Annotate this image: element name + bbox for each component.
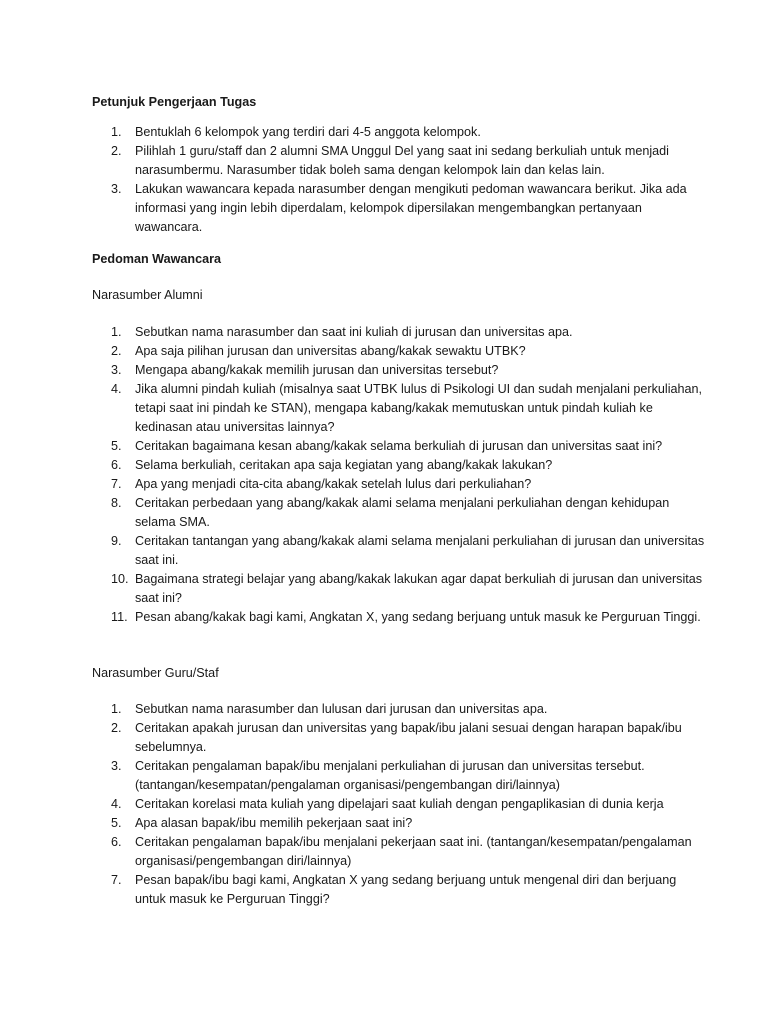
list-number: 11. xyxy=(111,610,128,624)
staff-questions-list xyxy=(92,700,708,909)
task-instructions-heading: Petunjuk Pengerjaan Tugas xyxy=(92,95,257,109)
list-number: 9. xyxy=(111,534,122,548)
list-number: 4. xyxy=(111,382,122,396)
list-number: 2. xyxy=(111,144,122,158)
list-number: 7. xyxy=(111,873,122,887)
list-item-text: Sebutkan nama narasumber dan saat ini kuliah di jurusan dan universitas apa. xyxy=(135,325,573,339)
list-item-text: Lakukan wawancara kepada narasumber dengan mengikuti pedoman wawancara berikut. Jika ada informasi yang ingin lebih diperdalam, kelompok dipersilakan mengembangkan pertanyaan wawancara. xyxy=(135,182,687,234)
list-number: 2. xyxy=(111,344,122,358)
list-number: 10. xyxy=(111,572,129,586)
list-item-text: Pilihlah 1 guru/staff dan 2 alumni SMA Unggul Del yang saat ini sedang berkuliah untuk menjadi narasumbermu. Narasumber tidak boleh sama dengan kelompok lain dan kelas lain. xyxy=(135,144,669,177)
list-item-text: Jika alumni pindah kuliah (misalnya saat UTBK lulus di Psikologi UI dan sudah menjalani perkuliahan, tetapi saat ini pindah ke STAN), mengapa kabang/kakak memutuskan untuk pindah kuliah ke kedinasan atau universitas lainnya? xyxy=(135,382,703,434)
list-number: 6. xyxy=(111,835,122,849)
list-number: 1. xyxy=(111,125,122,139)
list-item-text: Apa saja pilihan jurusan dan universitas abang/kakak sewaktu UTBK? xyxy=(135,344,526,358)
list-item-text: Ceritakan bagaimana kesan abang/kakak selama berkuliah di jurusan dan universitas saat ini? xyxy=(135,439,663,453)
list-item-text: Selama berkuliah, ceritakan apa saja kegiatan yang abang/kakak lakukan? xyxy=(135,458,553,472)
list-number: 7. xyxy=(111,477,122,491)
list-item xyxy=(92,180,708,237)
list-item xyxy=(92,323,708,342)
list-item xyxy=(92,123,708,142)
list-item xyxy=(92,700,708,719)
task-instructions-list xyxy=(92,123,708,237)
list-item xyxy=(92,494,708,532)
list-number: 5. xyxy=(111,816,122,830)
staff-section-heading: Narasumber Guru/Staf xyxy=(92,666,219,680)
list-number: 8. xyxy=(111,496,122,510)
list-number: 6. xyxy=(111,458,122,472)
list-item-text: Pesan abang/kakak bagi kami, Angkatan X, yang sedang berjuang untuk masuk ke Perguruan Tinggi. xyxy=(135,610,701,624)
list-item-text: Ceritakan apakah jurusan dan universitas yang bapak/ibu jalani sesuai dengan harapan bapak/ibu sebelumnya. xyxy=(135,721,682,754)
list-item-text: Bentuklah 6 kelompok yang terdiri dari 4-5 anggota kelompok. xyxy=(135,125,481,139)
list-item-text: Ceritakan pengalaman bapak/ibu menjalani pekerjaan saat ini. (tantangan/kesempatan/pengalaman organisasi/pengembangan diri/lainnya) xyxy=(135,835,692,868)
list-item xyxy=(92,871,708,909)
list-item-text: Apa alasan bapak/ibu memilih pekerjaan saat ini? xyxy=(135,816,413,830)
alumni-section-heading: Narasumber Alumni xyxy=(92,288,203,302)
list-item-text: Ceritakan tantangan yang abang/kakak alami selama menjalani perkuliahan di jurusan dan universitas saat ini. xyxy=(135,534,705,567)
list-item xyxy=(92,608,708,627)
list-item xyxy=(92,833,708,871)
list-item-text: Apa yang menjadi cita-cita abang/kakak setelah lulus dari perkuliahan? xyxy=(135,477,532,491)
list-item xyxy=(92,757,708,795)
list-item xyxy=(92,361,708,380)
list-item-text: Ceritakan korelasi mata kuliah yang dipelajari saat kuliah dengan pengaplikasian di dunia kerja xyxy=(135,797,664,811)
list-item xyxy=(92,814,708,833)
list-item-text: Bagaimana strategi belajar yang abang/kakak lakukan agar dapat berkuliah di jurusan dan universitas saat ini? xyxy=(135,572,703,605)
list-number: 4. xyxy=(111,797,122,811)
alumni-questions-list xyxy=(92,323,708,627)
list-number: 1. xyxy=(111,325,122,339)
list-number: 3. xyxy=(111,182,122,196)
list-item xyxy=(92,437,708,456)
list-item xyxy=(92,532,708,570)
list-item xyxy=(92,795,708,814)
list-number: 5. xyxy=(111,439,122,453)
interview-guide-heading: Pedoman Wawancara xyxy=(92,252,222,266)
list-item-text: Ceritakan pengalaman bapak/ibu menjalani perkuliahan di jurusan dan universitas tersebut.(tantangan/kesempatan/pengalaman organisasi/pengembangan diri/lainnya) xyxy=(135,759,645,792)
list-item-text: Ceritakan perbedaan yang abang/kakak alami selama menjalani perkuliahan dengan kehidupan selama SMA. xyxy=(135,496,670,529)
list-item-text: Pesan bapak/ibu bagi kami, Angkatan X yang sedang berjuang untuk mengenal diri dan berjuang untuk masuk ke Perguruan Tinggi? xyxy=(135,873,677,906)
list-item xyxy=(92,475,708,494)
list-item-text: Sebutkan nama narasumber dan lulusan dari jurusan dan universitas apa. xyxy=(135,702,548,716)
list-item xyxy=(92,380,708,437)
list-item xyxy=(92,456,708,475)
list-item xyxy=(92,342,708,361)
list-number: 3. xyxy=(111,363,122,377)
list-item xyxy=(92,719,708,757)
list-item-text: Mengapa abang/kakak memilih jurusan dan universitas tersebut? xyxy=(135,363,499,377)
list-number: 2. xyxy=(111,721,122,735)
list-item xyxy=(92,570,708,608)
list-number: 3. xyxy=(111,759,122,773)
list-item xyxy=(92,142,708,180)
list-number: 1. xyxy=(111,702,122,716)
